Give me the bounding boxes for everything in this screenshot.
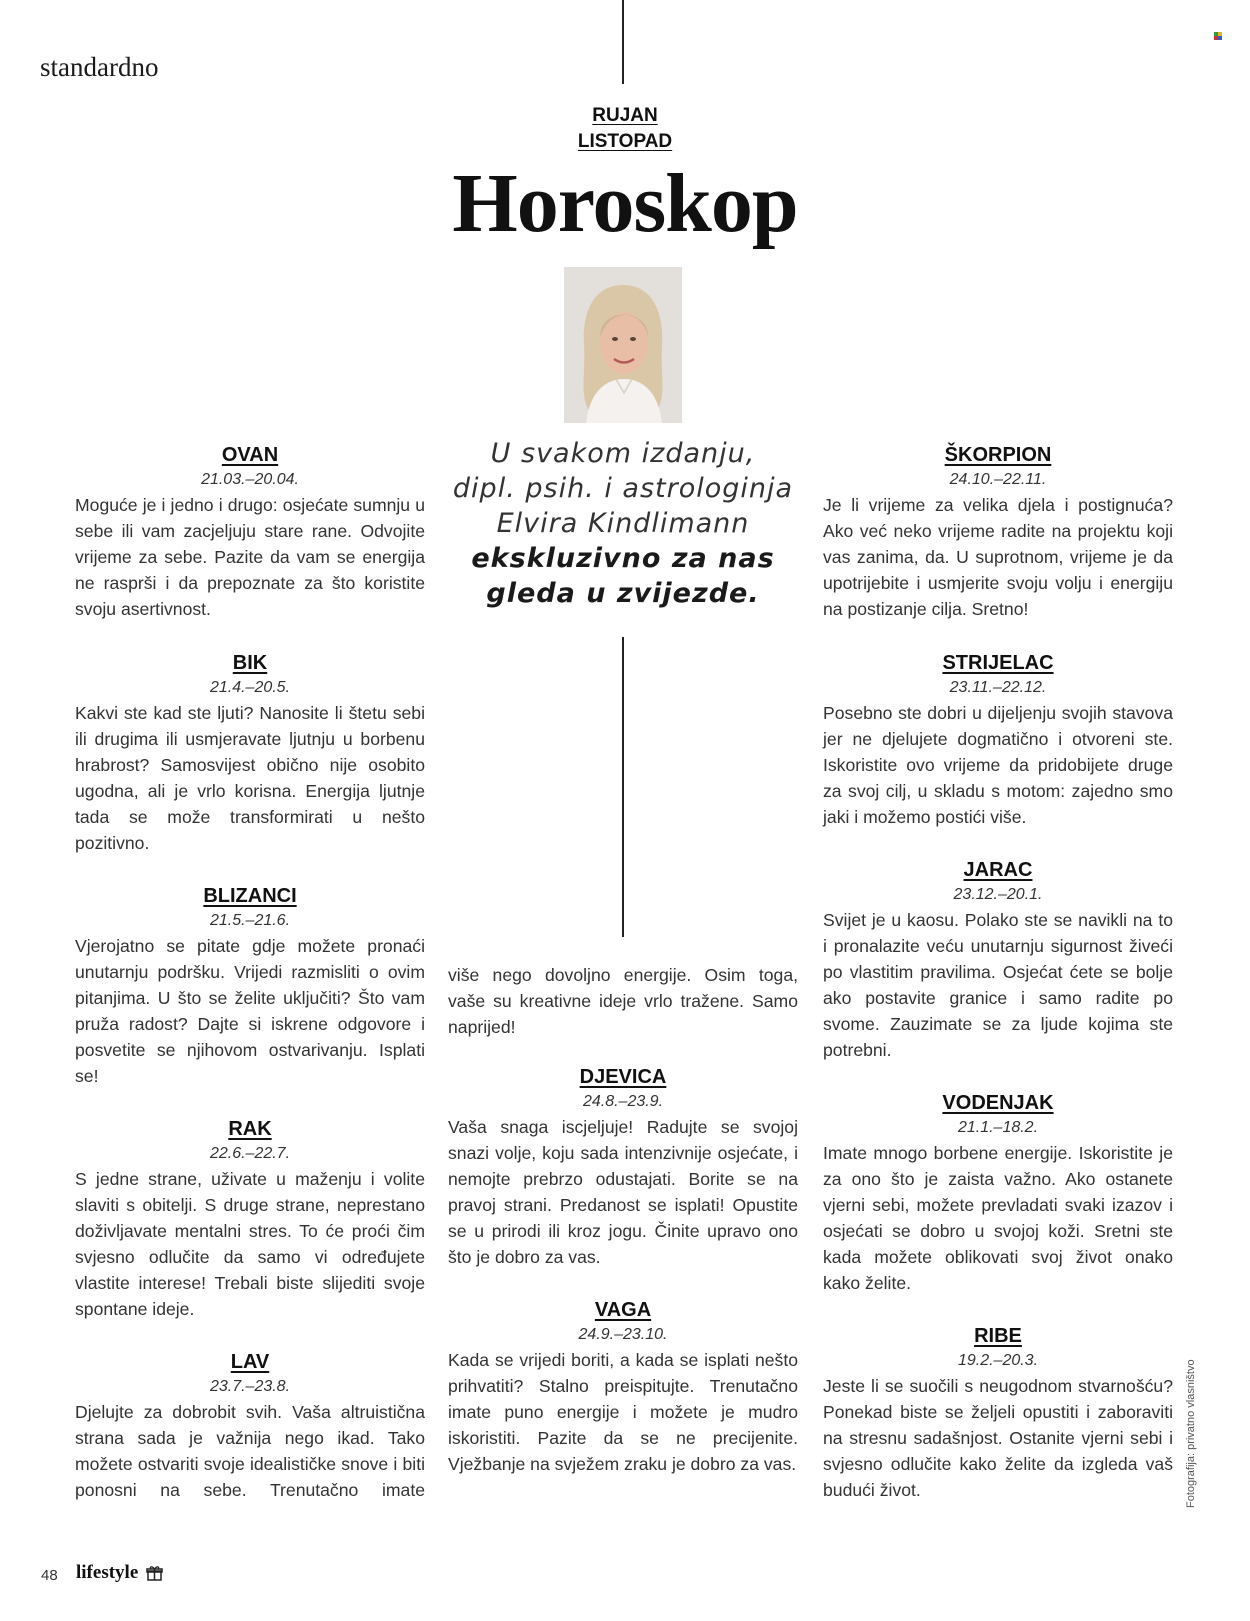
sign-name: OVAN (221, 444, 279, 466)
intro-text (448, 436, 798, 611)
portrait-illustration (564, 267, 682, 423)
sign-name: RIBE (974, 1325, 1022, 1347)
sign-rak (75, 1116, 425, 1322)
intro-line: dipl. psih. i astrologinja (452, 473, 794, 504)
sign-dates: 24.9.–23.10. (578, 1326, 668, 1343)
sign-name: STRIJELAC (942, 652, 1054, 674)
intro-line: gleda u zvijezde. (486, 578, 760, 609)
sign-name: VAGA (594, 1299, 652, 1321)
sign-dates: 21.5.–21.6. (209, 912, 291, 929)
page-number: 48 (41, 1567, 58, 1584)
sign-dates: 21.03.–20.04. (201, 471, 299, 488)
astrologer-portrait (564, 267, 682, 423)
intro-line: U svakom izdanju, (490, 438, 756, 469)
month-label-1: RUJAN (592, 105, 658, 126)
sign-text: Vjerojatno se pitate gdje možete pronaći unutarnju podršku. Vrijedi razmisliti o ovim pitanjima. U što se želite uključiti? Što vam pruža radost? Dajte si iskrene odgovore i posvetite se njihovom ostvarivanju. Isplati se! (75, 936, 425, 1086)
intro-line: ekskluzivno za nas (471, 543, 775, 574)
intro-line: Elvira Kindlimann (496, 508, 750, 539)
gift-box-icon (146, 1565, 163, 1582)
sign-dates: 23.11.–22.12. (949, 679, 1047, 696)
page-title: Horoskop (452, 157, 798, 250)
sign-name: LAV (230, 1351, 270, 1373)
section-label: standardno (40, 52, 159, 82)
sign-name: BLIZANCI (203, 885, 297, 907)
sign-name: JARAC (963, 859, 1033, 881)
color-mark-icon (1214, 32, 1223, 41)
sign-text: Moguće je i jedno i drugo: osjećate sumnju u sebe ili vam zacjeljuju stare rane. Odvojite vrijeme za sebe. Pazite da vam se energija ne rasprši i da prepoznate za što koristite svoju asertivnost. (75, 495, 425, 619)
sign-text: Je li vrijeme za velika djela i postignuća? Ako već neko vrijeme radite na projektu koji vas zanima, da. U suprotnom, vrijeme je da upotrijebite i usmjerite svoju volju i energiju na postizanje cilja. Sretno! (823, 495, 1173, 619)
photo-credit: Fotografija: privatno vlasništvo (1185, 1359, 1197, 1508)
sign-blizanci (75, 883, 425, 1089)
sign-text: Svijet je u kaosu. Polako ste se navikli na to i pronalazite veću unutarnju sigurnost živeći po vlastitim pravilima. Osjećat ćete se bolje ako postavite granice i samo radite po svome. Zauzimate se za ljude kojima ste potrebni. (823, 910, 1173, 1060)
sign-text: Imate mnogo borbene energije. Iskoristite je za ono što je zaista važno. Ako ostanete vjerni sebi, možete prevladati svaki izazov i osjećati se dobro u svojoj koži. Sretni ste kada možete oblikovati svoj život onako kako želite. (823, 1143, 1173, 1293)
sign-text: Kakvi ste kad ste ljuti? Nanosite li štetu sebi ili drugima ili usmjeravate ljutnju u borbenu hrabrost? Samosvijest obično nije osobito ugodna, ali je vrlo korisna. Energija ljutnje tada se može transformirati u nešto pozitivno. (75, 703, 425, 853)
sign-dates: 23.7.–23.8. (209, 1378, 291, 1395)
sign-text: Vaša snaga iscjeljuje! Radujte se svojoj snazi volje, koju sada intenzivnije osjećate, i nemojte prebrzo odustajati. Borite se na pravoj strani. Predanost se isplati! Opustite se u prirodi ili kroz jogu. Činite upravo ono što je dobro za vas. (448, 1117, 798, 1267)
sign-lav (75, 1349, 425, 1503)
sign-dates: 24.8.–23.9. (582, 1093, 664, 1110)
sign-dates: 23.12.–20.1. (953, 886, 1043, 903)
sign-name: VODENJAK (942, 1092, 1054, 1114)
sign-strijelac (823, 650, 1173, 830)
sign-text: Posebno ste dobri u dijeljenju svojih stavova jer ne djelujete dogmatično i otvoreni ste. Iskoristite ovo vrijeme da pridobijete druge za svoj cilj, u skladu s motom: zajedno smo jaki i možemo postići više. (823, 703, 1173, 827)
sign-text: više nego dovoljno energije. Osim toga, vaše su kreativne ideje vrlo tražene. Samo naprijed! (448, 965, 798, 1037)
sign-vaga (448, 1297, 798, 1477)
middle-divider (622, 637, 624, 937)
sign-djevica (448, 1064, 798, 1270)
sign-dates: 21.1.–18.2. (957, 1119, 1039, 1136)
sign-bik (75, 650, 425, 856)
top-divider (622, 0, 624, 84)
month-label-2: LISTOPAD (577, 131, 673, 152)
sign-jarac (823, 857, 1173, 1063)
sign-name: ŠKORPION (944, 444, 1052, 466)
sign-lav-continued (448, 962, 798, 1040)
sign-dates: 22.6.–22.7. (209, 1145, 291, 1162)
sign-text: Jeste li se suočili s neugodnom stvarnošću? Ponekad biste se željeli opustiti i zaboraviti na stresnu sadašnjost. Ostanite vjerni sebi i svjesno odlučite kako želite da izgleda vaš budući život. (823, 1376, 1173, 1500)
sign-name: RAK (228, 1118, 272, 1140)
sign-text: Kada se vrijedi boriti, a kada se isplati nešto prihvatiti? Stalno preispitujte. Trenutačno imate puno energije i možete je mudro iskoristiti. Pazite da se ne precijenite. Vježbanje na svježem zraku je dobro za vas. (448, 1350, 798, 1474)
sign-dates: 24.10.–22.11. (949, 471, 1047, 488)
sign-dates: 19.2.–20.3. (957, 1352, 1039, 1369)
sign-ribe (823, 1323, 1173, 1503)
sign-vodenjak (823, 1090, 1173, 1296)
sign-skorpion (823, 442, 1173, 622)
sign-ovan (75, 442, 425, 622)
sign-text: Djelujte za dobrobit svih. Vaša altruistična strana sada je važnija nego ikad. Tako možete ostvariti svoje idealističke snove i biti ponosni na sebe. Trenutačno imate (75, 1402, 425, 1500)
magazine-brand: lifestyle (76, 1562, 139, 1583)
sign-name: DJEVICA (579, 1066, 667, 1088)
sign-text: S jedne strane, uživate u maženju i volite slaviti s obitelji. S druge strane, neprestano doživljavate mentalni stres. To će proći čim svjesno odlučite da samo vi određujete vlastite interese! Trebali biste slijediti svoje spontane ideje. (75, 1169, 425, 1319)
sign-name: BIK (232, 652, 268, 674)
sign-dates: 21.4.–20.5. (209, 679, 291, 696)
